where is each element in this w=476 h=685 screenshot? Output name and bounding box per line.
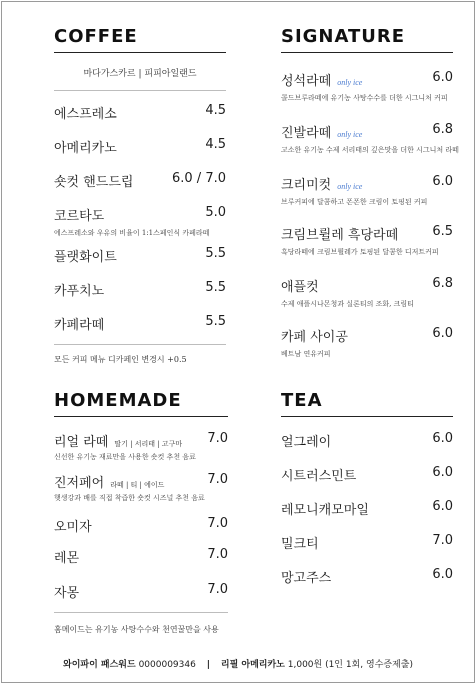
coffee-origin-rule <box>54 90 226 91</box>
menu-item-name: 카페라떼 <box>54 318 105 333</box>
menu-item-price: 4.5 <box>205 103 226 118</box>
menu-item <box>54 205 226 238</box>
menu-item-desc: 신선한 유기농 재료만을 사용한 숏컷 추천 음료 <box>54 453 196 461</box>
menu-item-desc: 콜드브루라떼에 유기농 사탕수수를 더한 시그니처 커피 <box>281 94 448 102</box>
menu-item <box>54 137 226 156</box>
menu-item-desc: 브루커피에 달콤하고 폰폰한 크림이 토핑된 커피 <box>281 198 428 206</box>
menu-item-price: 5.5 <box>205 314 226 329</box>
menu-item-price: 7.0 <box>207 431 228 446</box>
menu-item <box>281 499 453 518</box>
menu-item-desc: 흑당라떼에 크림브륄레가 토핑된 달콤한 디저트커피 <box>281 248 439 256</box>
menu-item-price: 4.5 <box>205 137 226 152</box>
menu-item-price: 6.8 <box>432 276 453 291</box>
menu-item-options: 딸기 | 서리태 | 고구마 <box>114 440 183 448</box>
coffee-note: 모든 커피 메뉴 디카페인 변경시 +0.5 <box>54 355 187 364</box>
menu-item <box>281 567 453 586</box>
menu-item-tag: only ice <box>337 130 363 139</box>
menu-item <box>281 431 453 450</box>
menu-item <box>54 472 228 503</box>
menu-item <box>54 547 228 566</box>
menu-item-price: 6.0 <box>432 326 453 341</box>
homemade-note: 홈메이드는 유기농 사탕수수와 천연꿀만을 사용 <box>54 625 219 634</box>
menu-item-name: 크리미컷 <box>281 178 332 193</box>
menu-item-name: 밀크티 <box>281 537 319 552</box>
menu-item <box>54 314 226 333</box>
menu-item <box>281 224 453 257</box>
menu-item-name: 레몬 <box>54 551 80 566</box>
menu-item <box>281 174 453 207</box>
menu-item-desc: 햇생강과 배를 직접 착즙한 숏컷 시즈널 추천 음료 <box>54 494 205 502</box>
menu-item-tag: only ice <box>337 182 363 191</box>
menu-item-price: 6.5 <box>432 224 453 239</box>
menu-item-price: 7.0 <box>207 472 228 487</box>
menu-item-price: 7.0 <box>432 533 453 548</box>
menu-item-desc: 베트남 연유커피 <box>281 350 331 358</box>
refill-info: 1,000원 (1인 1회, 영수증제출) <box>287 660 413 670</box>
menu-item <box>281 326 453 359</box>
menu-item <box>54 171 226 190</box>
menu-item-name: 아메리카노 <box>54 141 117 156</box>
homemade-note-rule <box>54 612 228 613</box>
menu-item-tag: only ice <box>337 78 363 87</box>
menu-item-name: 시트러스민트 <box>281 469 357 484</box>
menu-item-name: 애플컷 <box>281 280 319 295</box>
menu-item-price: 5.5 <box>205 246 226 261</box>
menu-item <box>54 516 228 535</box>
coffee-section <box>54 24 226 374</box>
menu-item-name: 성석라떼 <box>281 74 332 89</box>
coffee-heading: COFFEE <box>54 26 138 47</box>
menu-item-price: 5.0 <box>205 205 226 220</box>
footer-separator: | <box>206 660 210 670</box>
menu-item-price: 6.0 / 7.0 <box>172 171 226 186</box>
menu-item-name: 진발라떼 <box>281 126 332 141</box>
menu-item <box>54 103 226 122</box>
menu-item <box>54 246 226 265</box>
menu-item-name: 자몽 <box>54 586 80 601</box>
coffee-origin: 마다가스카르 | 피피아일랜드 <box>83 69 197 79</box>
menu-item-name: 얼그레이 <box>281 435 332 450</box>
menu-item-name: 카푸치노 <box>54 284 105 299</box>
homemade-rule <box>54 416 228 417</box>
menu-item <box>281 465 453 484</box>
tea-section <box>281 388 453 598</box>
menu-page <box>1 1 475 683</box>
menu-item-desc: 에스프레소와 우유의 비율이 1:1스페인식 카페라떼 <box>54 229 210 237</box>
menu-item-price: 7.0 <box>207 582 228 597</box>
menu-item-name: 오미자 <box>54 520 92 535</box>
menu-item-name: 코르타도 <box>54 209 105 224</box>
tea-heading: TEA <box>281 390 323 411</box>
menu-item-name: 진저페어 <box>54 476 105 491</box>
menu-item-price: 7.0 <box>207 547 228 562</box>
coffee-note-rule <box>54 344 226 345</box>
menu-item <box>281 533 453 552</box>
coffee-rule <box>54 52 226 53</box>
menu-item-options: 라떼 | 티 | 에이드 <box>110 481 165 489</box>
menu-item <box>54 280 226 299</box>
menu-item-price: 6.8 <box>432 122 453 137</box>
menu-item-desc: 고소한 유기농 수제 서리태의 깊은맛을 더한 시그니처 라떼 <box>281 146 459 154</box>
signature-section <box>281 24 459 364</box>
signature-rule <box>281 52 453 53</box>
wifi-label: 와이파이 패스워드 <box>63 660 136 670</box>
menu-item <box>54 582 228 601</box>
menu-item-price: 6.0 <box>432 567 453 582</box>
menu-item-name: 에스프레소 <box>54 107 117 122</box>
menu-item-price: 6.0 <box>432 431 453 446</box>
homemade-heading: HOMEMADE <box>54 390 182 411</box>
menu-item-name: 숏컷 핸드드립 <box>54 175 134 190</box>
menu-item <box>281 70 453 103</box>
menu-item-price: 5.5 <box>205 280 226 295</box>
menu-item-price: 7.0 <box>207 516 228 531</box>
homemade-section <box>54 388 228 643</box>
menu-item-name: 카페 사이공 <box>281 330 348 345</box>
menu-item-price: 6.0 <box>432 499 453 514</box>
menu-item-name: 리얼 라떼 <box>54 435 109 450</box>
menu-item-name: 레모니캐모마일 <box>281 503 369 518</box>
refill-label: 리필 아메리카노 <box>220 660 285 670</box>
menu-item-price: 6.0 <box>432 70 453 85</box>
tea-rule <box>281 416 453 417</box>
signature-heading: SIGNATURE <box>281 26 406 47</box>
footer-info <box>2 657 474 670</box>
menu-item-name: 크림브륄레 흑당라떼 <box>281 228 399 243</box>
menu-item-price: 6.0 <box>432 465 453 480</box>
menu-item-name: 망고주스 <box>281 571 332 586</box>
menu-item <box>54 431 228 462</box>
menu-item <box>281 122 459 155</box>
menu-item-name: 플랫화이트 <box>54 250 117 265</box>
menu-item <box>281 276 453 309</box>
menu-item-desc: 수제 애플시나몬청과 실론티의 조화, 크림티 <box>281 300 414 308</box>
menu-item-price: 6.0 <box>432 174 453 189</box>
wifi-password: 0000009346 <box>138 660 196 670</box>
